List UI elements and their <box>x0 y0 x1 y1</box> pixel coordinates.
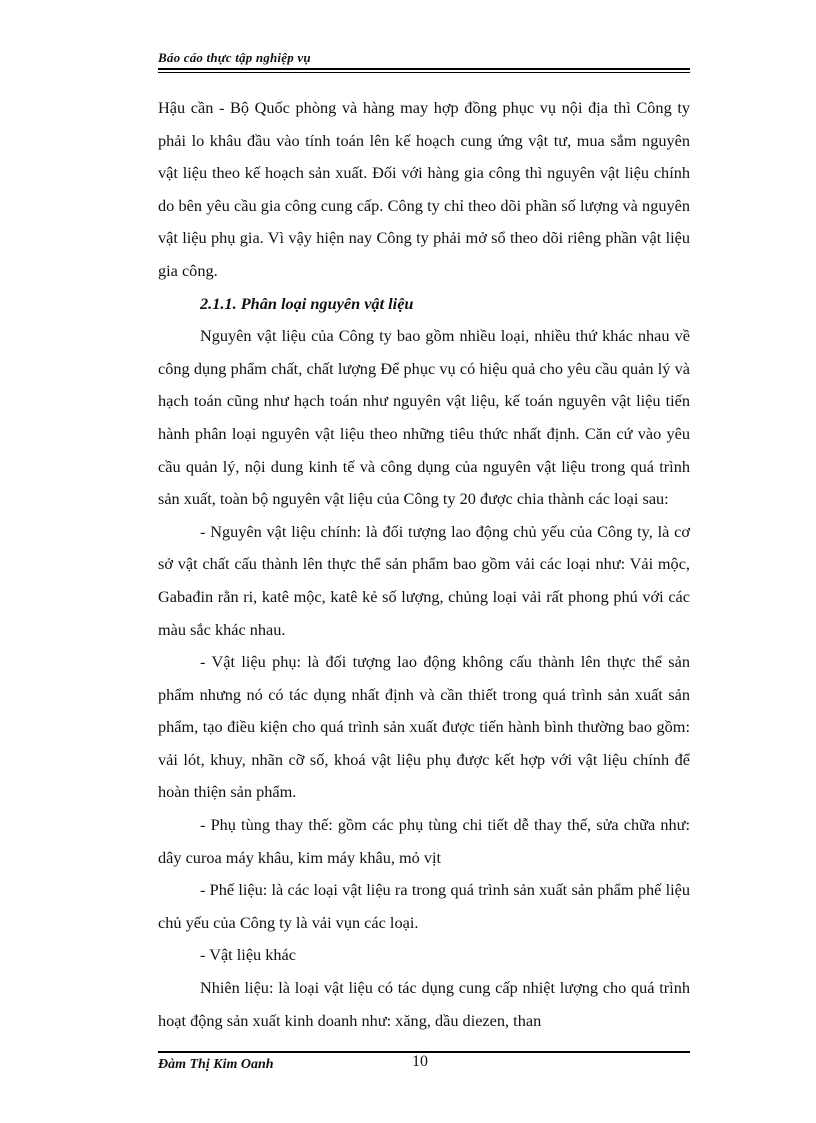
paragraph-spare-parts: - Phụ tùng thay thế: gồm các phụ tùng chi tiết dễ thay thế, sửa chữa như: dây curoa máy khâu, kim máy khâu, mỏ vịt <box>158 815 690 867</box>
paragraph-other-materials: - Vật liệu khác <box>200 945 296 965</box>
paragraph-main-materials: - Nguyên vật liệu chính: là đối tượng lao động chủ yếu của Công ty, là cơ sở vật chất cấu thành lên thực thể sản phẩm bao gồm vải các loại như: Vải mộc, Gabađin rằn ri, katê mộc, katê kẻ số lượng, chủng loại vải rất phong phú với các màu sắc khác nhau. <box>158 521 690 639</box>
paragraph-fuel: Nhiên liệu: là loại vật liệu có tác dụng cung cấp nhiệt lượng cho quá trình hoạt động sản xuất kinh doanh như: xăng, dầu diezen, than <box>158 978 690 1030</box>
paragraph-auxiliary-materials: - Vật liệu phụ: là đối tượng lao động không cấu thành lên thực thể sản phẩm nhưng nó có tác dụng nhất định và cần thiết trong quá trình sản xuất sản phẩm, tạo điều kiện cho quá trình sản xuất được tiến hành bình thường bao gồm: vải lót, khuy, nhãn cỡ số, khoá vật liệu phụ được kết hợp với vật liệu chính để hoàn thiện sản phẩm. <box>158 652 690 802</box>
paragraph-intro: Nguyên vật liệu của Công ty bao gồm nhiều loại, nhiều thứ khác nhau về công dụng phẩm chất, chất lượng Để phục vụ có hiệu quả cho yêu cầu quản lý và hạch toán cũng như hạch toán như nguyên vật liệu, kế toán nguyên vật liệu tiến hành phân loại nguyên vật liệu theo những tiêu thức nhất định. Căn cứ vào yêu cầu quản lý, nội dung kinh tế và công dụng của nguyên vật liệu trong quá trình sản xuất, toàn bộ nguyên vật liệu của Công ty 20 được chia thành các loại sau: <box>158 326 690 509</box>
section-heading: 2.1.1. Phân loại nguyên vật liệu <box>200 293 414 313</box>
page-number: 10 <box>412 1053 428 1070</box>
paragraph-scrap: - Phế liệu: là các loại vật liệu ra trong quá trình sản xuất sản phẩm phế liệu chủ yếu của Công ty là vải vụn các loại. <box>158 880 690 932</box>
paragraph-continuation: Hậu cần - Bộ Quốc phòng và hàng may hợp đồng phục vụ nội địa thì Công ty phải lo khâu đầu vào tính toán lên kế hoạch cung ứng vật tư, mua sắm nguyên vật liệu theo kế hoạch sản xuất. Đối với hàng gia công thì nguyên vật liệu chính do bên yêu cầu gia công cung cấp. Công ty chỉ theo dõi phần số lượng và nguyên vật liệu phụ gia. Vì vậy hiện nay Công ty phải mở sổ theo dõi riêng phần vật liệu gia công. <box>158 98 690 280</box>
header-rule-thin <box>158 72 690 73</box>
document-body <box>158 92 690 1037</box>
footer-author: Đàm Thị Kim Oanh <box>158 1057 274 1072</box>
header-rule-thick <box>158 68 690 70</box>
page-header-title: Báo cáo thực tập nghiệp vụ <box>158 50 311 65</box>
